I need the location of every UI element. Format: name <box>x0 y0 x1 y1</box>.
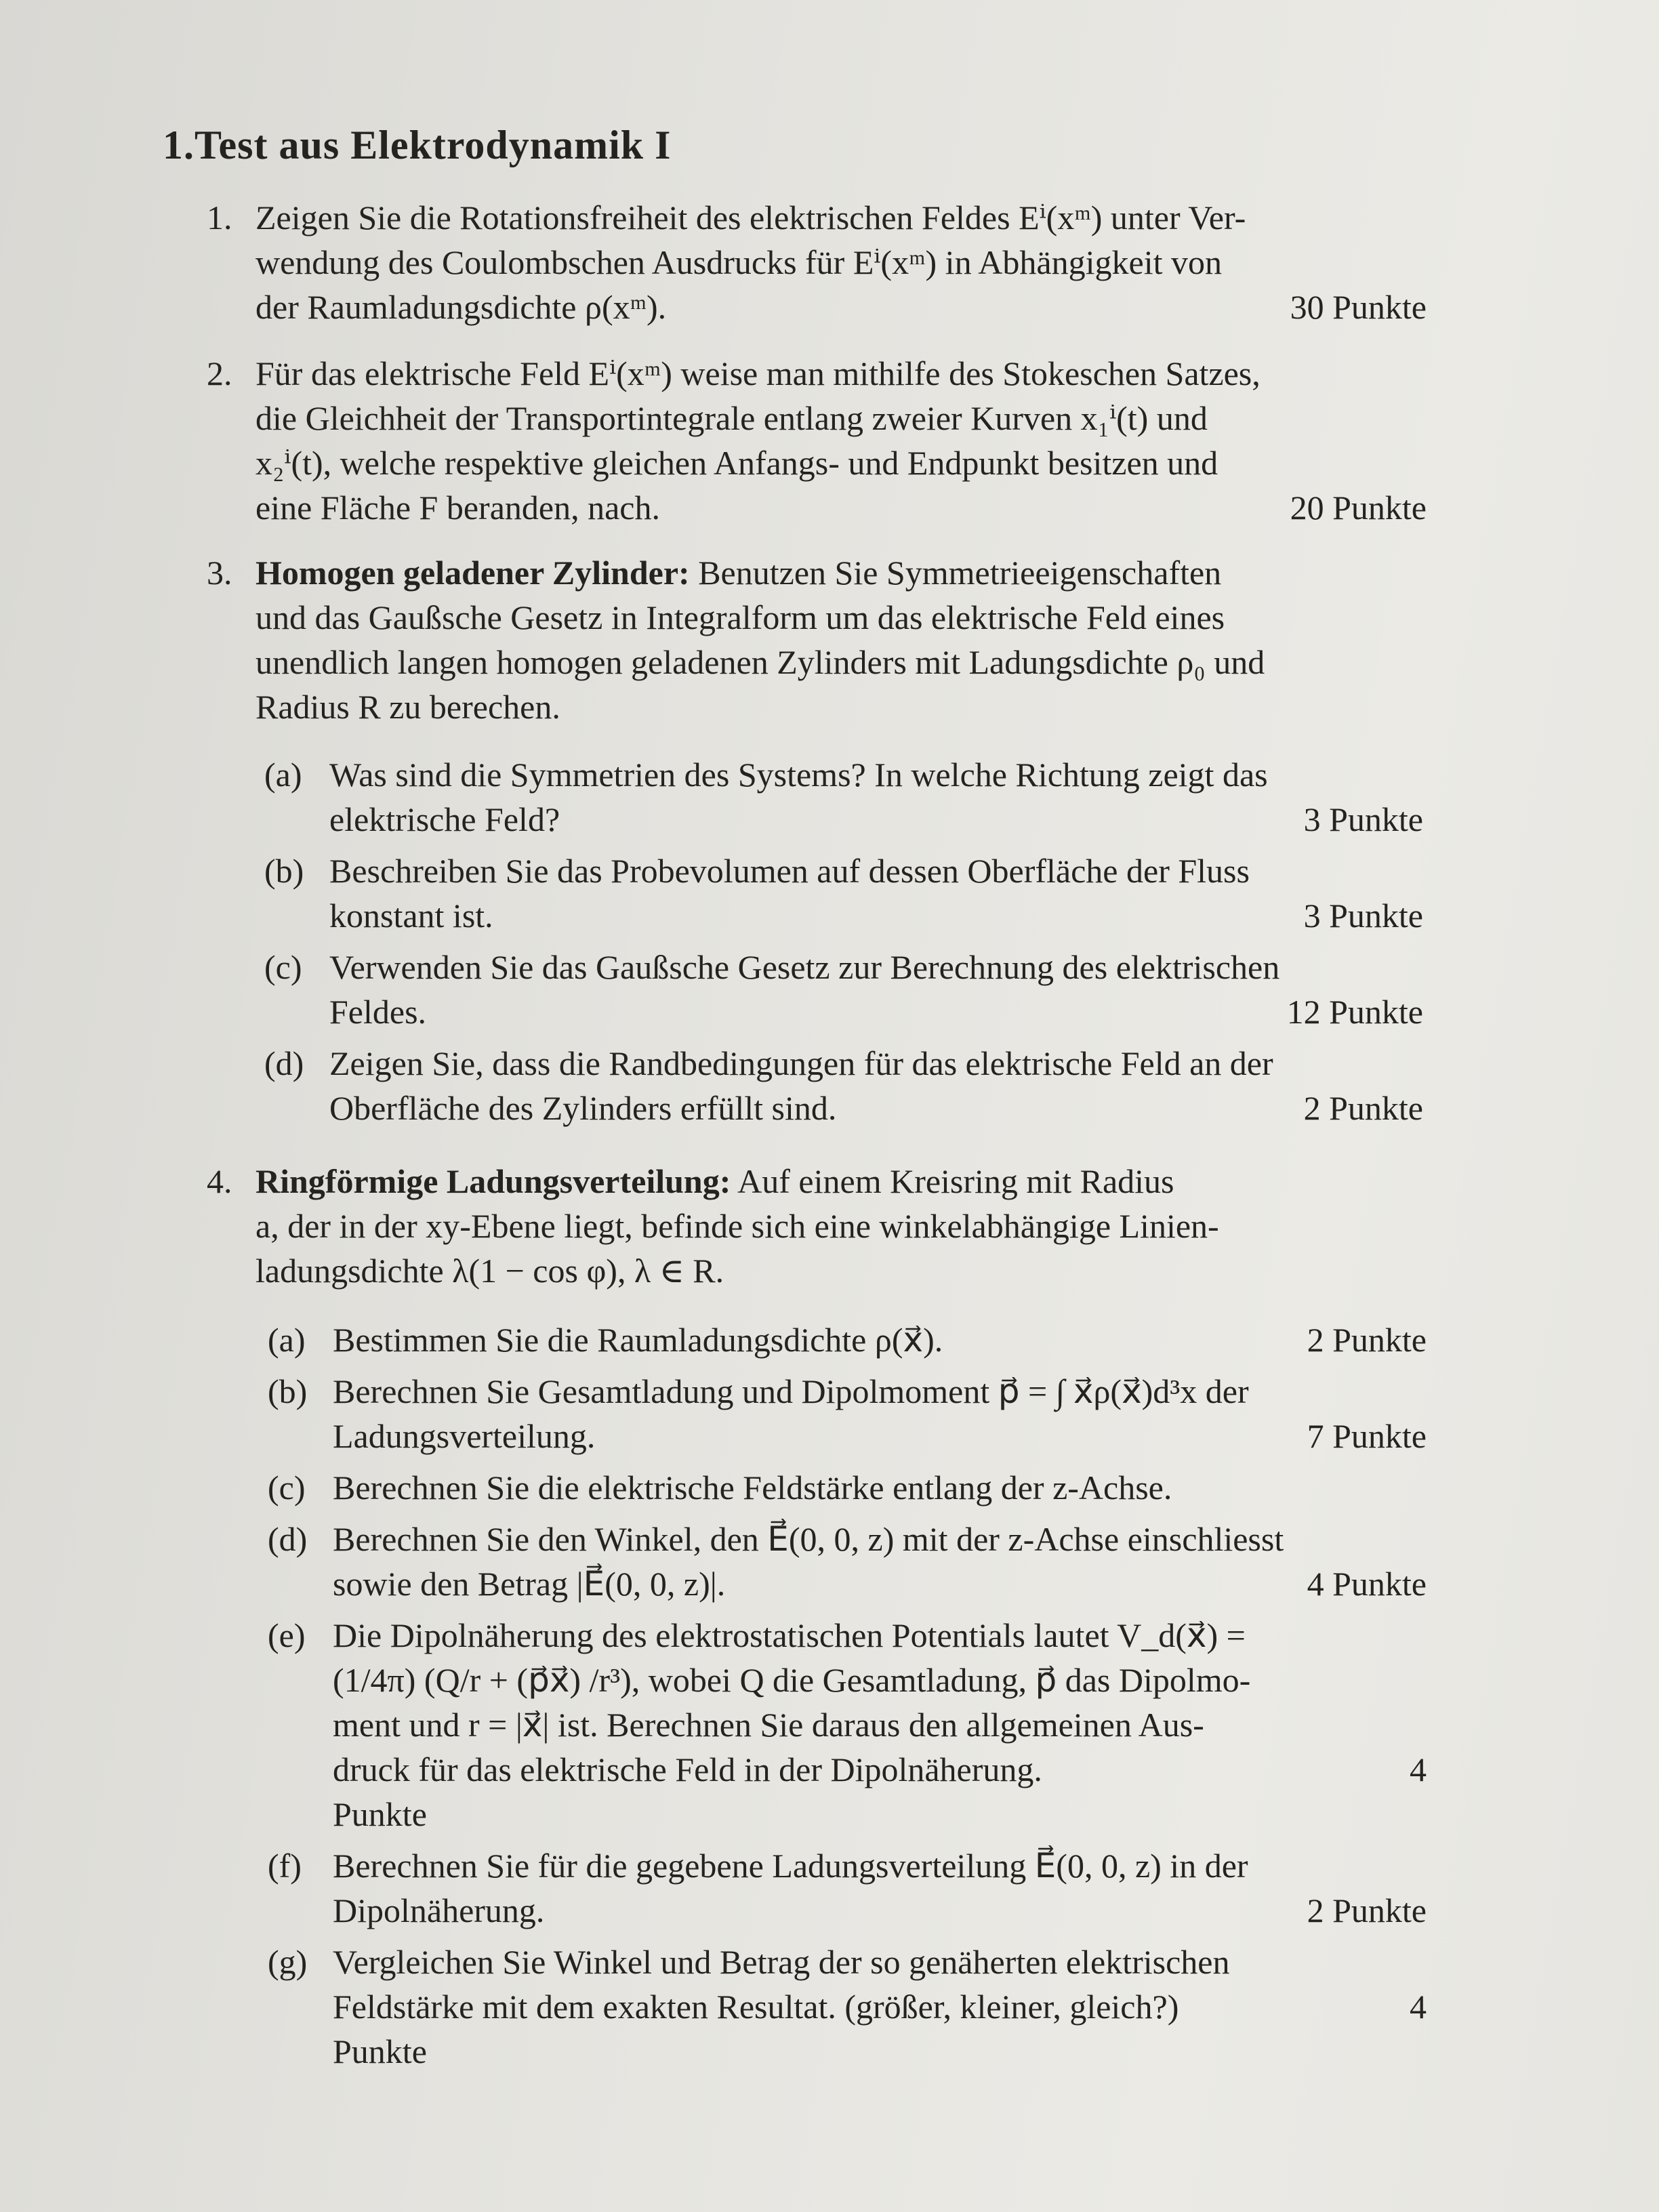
problem-heading: Ringförmige Ladungsverteilung: <box>255 1162 731 1200</box>
subpart-text-line: Feldstärke mit dem exakten Resultat. (größer, kleiner, gleich?) <box>333 1988 1179 2026</box>
problem-text-line: die Gleichheit der Transportintegrale entlang zweier Kurven x₁ⁱ(t) und <box>255 399 1208 437</box>
subpart-4f <box>268 1843 1427 1933</box>
subpart-text-line: Berechnen Sie den Winkel, den E⃗(0, 0, z) mit der z-Achse einschliesst <box>333 1520 1284 1558</box>
points-label: 3 Punkte <box>1303 897 1423 935</box>
subpart-label: (d) <box>264 1044 304 1082</box>
problem-text-line: ladungsdichte λ(1 − cos φ), λ ∈ R. <box>255 1252 724 1290</box>
subpart-3d <box>264 1041 1423 1130</box>
problem-text-line: wendung des Coulombschen Ausdrucks für Eⁱ(xᵐ) in Abhängigkeit von <box>255 243 1222 281</box>
problem-text-line: Für das elektrische Feld Eⁱ(xᵐ) weise man mithilfe des Stokeschen Satzes, <box>255 354 1261 392</box>
subpart-label: (d) <box>268 1520 308 1558</box>
problem-text-line: x₂ⁱ(t), welche respektive gleichen Anfangs- und Endpunkt besitzen und <box>255 444 1218 482</box>
problem-number: 4. <box>207 1162 232 1200</box>
problem-number: 3. <box>207 554 232 592</box>
subpart-text-line: Berechnen Sie die elektrische Feldstärke entlang der z-Achse. <box>333 1469 1172 1507</box>
subpart-label: (a) <box>268 1321 306 1359</box>
subpart-text-line: elektrische Feld? <box>329 800 560 838</box>
problem-3-subparts <box>264 752 1423 1137</box>
subpart-label: (c) <box>264 948 302 986</box>
subpart-text-line: Berechnen Sie Gesamtladung und Dipolmoment p⃗ = ∫ x⃗ρ(x⃗)d³x der <box>333 1372 1249 1410</box>
subpart-3b <box>264 848 1423 938</box>
subpart-text-line: Zeigen Sie, dass die Randbedingungen für das elektrische Feld an der <box>329 1044 1273 1082</box>
exam-title: 1.Test aus Elektrodynamik I <box>163 123 672 167</box>
problem-text-line: der Raumladungsdichte ρ(xᵐ). <box>255 288 667 326</box>
subpart-text-line: Berechnen Sie für die gegebene Ladungsverteilung E⃗(0, 0, z) in der <box>333 1847 1248 1885</box>
subpart-label: (a) <box>264 756 302 794</box>
subpart-text-line: Feldes. <box>329 993 427 1031</box>
points-label: 7 Punkte <box>1307 1417 1427 1455</box>
points-label: 4 Punkte <box>1307 1565 1427 1603</box>
points-label: 4 <box>1410 1988 1427 2026</box>
problem-number: 1. <box>207 199 232 237</box>
problem-2 <box>207 351 1427 530</box>
problem-1 <box>207 195 1427 329</box>
subpart-text-line: Dipolnäherung. <box>333 1891 545 1929</box>
problem-heading: Homogen geladener Zylinder: <box>255 554 690 592</box>
subpart-text-line: Punkte <box>333 2032 427 2070</box>
subpart-4c <box>268 1465 1427 1510</box>
problem-text-line: und das Gaußsche Gesetz in Integralform um das elektrische Feld eines <box>255 598 1225 636</box>
problem-text-line: unendlich langen homogen geladenen Zylinders mit Ladungsdichte ρ₀ und <box>255 643 1265 681</box>
problem-text-line: Benutzen Sie Symmetrieeigenschaften <box>698 554 1222 592</box>
subpart-text-line: Oberfläche des Zylinders erfüllt sind. <box>329 1089 837 1127</box>
points-label: 12 Punkte <box>1286 993 1423 1031</box>
subpart-label: (f) <box>268 1847 302 1885</box>
problem-text-line: eine Fläche F beranden, nach. <box>255 489 660 527</box>
problem-4-subparts <box>268 1317 1427 2081</box>
subpart-text-line: Verwenden Sie das Gaußsche Gesetz zur Berechnung des elektrischen <box>329 948 1280 986</box>
problem-number: 2. <box>207 354 232 392</box>
subpart-text-line: Ladungsverteilung. <box>333 1417 596 1455</box>
subpart-text-line: sowie den Betrag |E⃗(0, 0, z)|. <box>333 1565 726 1603</box>
subpart-label: (g) <box>268 1943 308 1981</box>
subpart-3a <box>264 752 1423 842</box>
problem-text-line: a, der in der xy-Ebene liegt, befinde sich eine winkelabhängige Linien- <box>255 1207 1219 1245</box>
problem-3 <box>207 550 1427 729</box>
points-label: 20 Punkte <box>1290 489 1427 527</box>
subpart-4d <box>268 1517 1427 1606</box>
subpart-text-line: Punkte <box>333 1795 427 1833</box>
points-label: 2 Punkte <box>1307 1321 1427 1359</box>
points-label: 3 Punkte <box>1303 800 1423 838</box>
subpart-4g <box>268 1940 1427 2074</box>
points-label: 2 Punkte <box>1307 1891 1427 1929</box>
subpart-label: (c) <box>268 1469 306 1507</box>
subpart-text-line: druck für das elektrische Feld in der Dipolnäherung. <box>333 1750 1042 1788</box>
subpart-text-line: Bestimmen Sie die Raumladungsdichte ρ(x⃗). <box>333 1321 943 1359</box>
problem-4 <box>207 1159 1427 1293</box>
subpart-text-line: Die Dipolnäherung des elektrostatischen Potentials lautet V_d(x⃗) = <box>333 1616 1246 1654</box>
subpart-text-line: ment und r = |x⃗| ist. Berechnen Sie daraus den allgemeinen Aus- <box>333 1706 1204 1744</box>
subpart-text-line: Vergleichen Sie Winkel und Betrag der so genäherten elektrischen <box>333 1943 1230 1981</box>
subpart-label: (e) <box>268 1616 306 1654</box>
points-label: 4 <box>1410 1750 1427 1788</box>
subpart-text-line: Beschreiben Sie das Probevolumen auf dessen Oberfläche der Fluss <box>329 852 1250 890</box>
subpart-3c <box>264 945 1423 1034</box>
subpart-text-line: (1/4π) (Q/r + (p⃗x⃗) /r³), wobei Q die Gesamtladung, p⃗ das Dipolmo- <box>333 1661 1251 1699</box>
subpart-text-line: Was sind die Symmetrien des Systems? In welche Richtung zeigt das <box>329 756 1268 794</box>
subpart-text-line: konstant ist. <box>329 897 493 935</box>
points-label: 30 Punkte <box>1290 288 1427 326</box>
problem-text-line: Radius R zu berechen. <box>255 688 560 726</box>
problem-text-line: Zeigen Sie die Rotationsfreiheit des elektrischen Feldes Eⁱ(xᵐ) unter Ver- <box>255 199 1246 237</box>
subpart-label: (b) <box>264 852 304 890</box>
points-label: 2 Punkte <box>1303 1089 1423 1127</box>
subpart-4e <box>268 1613 1427 1837</box>
subpart-label: (b) <box>268 1372 308 1410</box>
problem-text-line: Auf einem Kreisring mit Radius <box>737 1162 1174 1200</box>
subpart-4b <box>268 1369 1427 1458</box>
subpart-4a <box>268 1317 1427 1362</box>
